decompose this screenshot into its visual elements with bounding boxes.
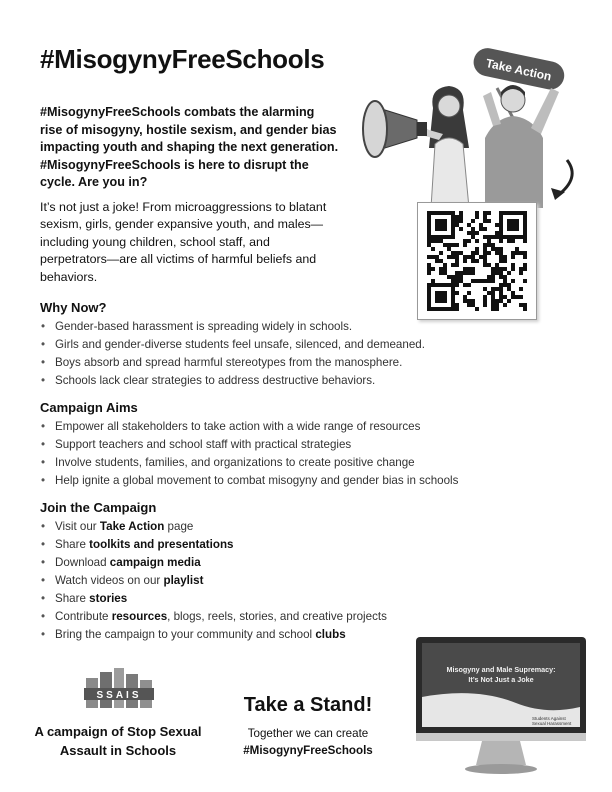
list-item: • Support teachers and school staff with practical strategies: [40, 436, 580, 454]
qr-code[interactable]: [417, 202, 537, 320]
list-item: • Share toolkits and presentations: [40, 536, 580, 554]
list-item: • Empower all stakeholders to take action with a wide range of resources: [40, 418, 580, 436]
video-logo: Students Against Sexual Harassment: [532, 716, 572, 726]
list-item: • Schools lack clear strategies to address destructive behaviors.: [40, 372, 580, 390]
list-item: • Gender-based harassment is spreading widely in schools.: [40, 318, 580, 336]
list-item: • Involve students, families, and organizations to create positive change: [40, 454, 580, 472]
why-now-list: [40, 318, 580, 390]
join-campaign-list: [40, 518, 580, 644]
take-action-link[interactable]: Take Action: [99, 520, 165, 533]
clubs-link[interactable]: clubs: [315, 628, 346, 641]
intro-body: It’s not just a joke! From microaggressions to blatant sexism, girls, gender expansive youth, and males—including young children, school staff, and perpetrators—are all victims of harmful beliefs and behaviors.: [40, 200, 327, 284]
toolkits-link[interactable]: toolkits and presentations: [89, 538, 234, 551]
megaphone-icon: [385, 110, 417, 148]
ssais-caption: A campaign of Stop Sexual Assault in Schools: [34, 724, 202, 758]
list-item: • Share stories: [40, 590, 580, 608]
list-item: • Bring the campaign to your community and school clubs: [40, 626, 580, 644]
protesters-illustration: [345, 48, 585, 208]
page-title: #MisogynyFreeSchools: [40, 44, 325, 74]
list-item: • Visit our Take Action page: [40, 518, 580, 536]
list-item: • Boys absorb and spread harmful stereotypes from the manosphere.: [40, 354, 580, 372]
join-campaign-heading: Join the Campaign: [40, 500, 157, 515]
together-text: Together we can create #MisogynyFreeSchools: [243, 727, 373, 757]
why-now-heading: Why Now?: [40, 300, 107, 315]
list-item: • Download campaign media: [40, 554, 580, 572]
resources-link[interactable]: resources: [111, 610, 168, 623]
campaign-aims-list: [40, 418, 580, 490]
list-item: • Girls and gender-diverse students feel unsafe, silenced, and demeaned.: [40, 336, 580, 354]
list-item: • Contribute resources, blogs, reels, stories, and creative projects: [40, 608, 580, 626]
ssais-logo-text: SSAIS: [96, 690, 142, 701]
qr-code-icon: [418, 203, 536, 319]
sign-text: Take Action: [484, 56, 553, 84]
video-title: Misogyny and Male Supremacy: It’s Not Just a Joke: [446, 665, 556, 684]
campaign-aims-heading: Campaign Aims: [40, 400, 138, 415]
list-item: • Watch videos on our playlist: [40, 572, 580, 590]
ssais-logo: [84, 666, 154, 708]
take-a-stand-heading: Take a Stand!: [243, 694, 373, 716]
campaign-media-link[interactable]: campaign media: [109, 556, 201, 569]
playlist-link[interactable]: playlist: [163, 574, 204, 587]
stories-link[interactable]: stories: [89, 592, 128, 605]
video-monitor[interactable]: [416, 637, 586, 777]
intro-bold: #MisogynyFreeSchools combats the alarming rise of misogyny, hostile sexism, and gender bias impacting youth and shaping the next generation. #MisogynyFreeSchools is here to disrupt the cycle. Are you in?: [40, 105, 339, 190]
list-item: • Help ignite a global movement to combat misogyny and gender bias in schools: [40, 472, 580, 490]
